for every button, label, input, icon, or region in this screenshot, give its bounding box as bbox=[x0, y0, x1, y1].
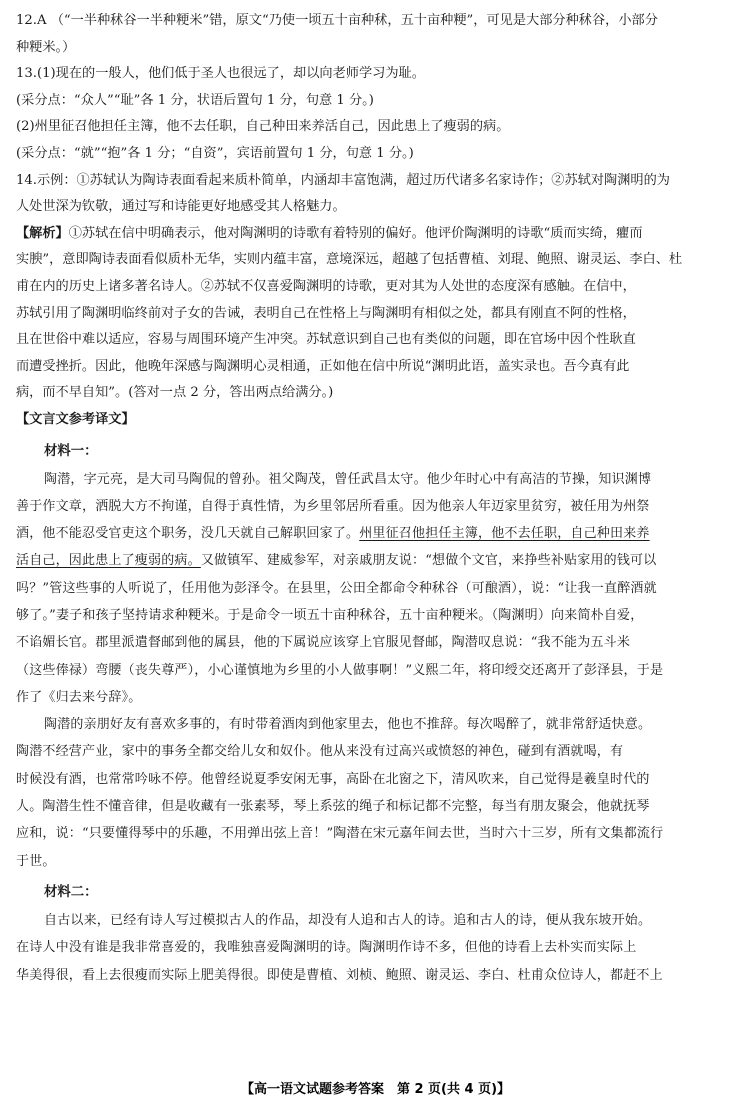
material-1-para2-line: 陶潜的亲朋好友有喜欢多事的，有时带着酒肉到他家里去，他也不推辞。每次喝醉了，就非常舒适快意。 bbox=[44, 717, 652, 733]
material-1-line bbox=[16, 547, 737, 574]
material-1-para2-line: 时候没有酒，也常常吟咏不停。他曾经说夏季安闲无事，高卧在北窗之下，清风吹来，自己觉得是羲皇时代的 bbox=[16, 771, 650, 787]
translation-heading: 【文言文参考译文】 bbox=[16, 411, 135, 427]
underlined-sentence: 活自己，因此患上了瘦弱的病。 bbox=[16, 553, 201, 569]
material-1-title: 材料一： bbox=[44, 442, 98, 459]
material-1-text: 又做镇军、建威参军，对亲戚朋友说：“想做个文官，来挣些补贴家用的钱可以 bbox=[200, 553, 657, 569]
q14-line-2: 人处世深为钦敬，通过写和诗能更好地感受其人格魅力。 bbox=[16, 199, 346, 215]
material-2-line: 在诗人中没有谁是我非常喜爱的，我唯独喜爱陶渊明的诗。陶渊明作诗不多，但他的诗看上去朴实而实际上 bbox=[16, 940, 637, 956]
material-1-text: 酒，他不能忍受官吏这个职务，没几天就自己解职回家了。 bbox=[16, 526, 360, 542]
q12-line-1: 12.A （“一半种秫谷一半种粳米”错，原文“乃使一顷五十亩种秫，五十亩种粳”，可见是大部分种秫谷，小部分 bbox=[16, 13, 658, 28]
material-1-line: 够了。”妻子和孩子坚持请求种粳米。于是命令一顷五十亩种秫谷，五十亩种粳米。（陶渊明）向来简朴自爱， bbox=[16, 607, 644, 623]
material-1-para2-line: 陶潜不经营产业，家中的事务全都交给儿女和奴仆。他从来没有过高兴或愤怒的神色，碰到有酒就喝，有 bbox=[16, 744, 624, 760]
material-1-para2-line: 于世。 bbox=[16, 853, 56, 869]
material-1-para2-line: 人。陶潜生性不懂音律，但是收藏有一张素琴，琴上系弦的绳子和标记都不完整，每当有朋友聚会，他就抚琴 bbox=[16, 799, 650, 815]
page-footer: 【高一语文试题参考答案 第 2 页(共 4 页)】 bbox=[240, 1082, 511, 1097]
material-2-line: 自古以来，已经有诗人写过模拟古人的作品，却没有人追和古人的诗。追和古人的诗，便从我东坡开始。 bbox=[44, 912, 652, 928]
q14-analysis-line: 甫在内的历史上诸多著名诗人。②苏轼不仅喜爱陶渊明的诗歌，更对其为人处世的态度深有感触。在信中， bbox=[16, 278, 636, 294]
q14-analysis-line: 而遭受挫折。因此，他晚年深感与陶渊明心灵相通，正如他在信中所说“渊明此语，盖实录也。吾今真有此 bbox=[16, 358, 630, 374]
material-1-line: 作了《归去来兮辞》。 bbox=[16, 689, 142, 705]
material-1-line: （这些俸禄）弯腰（丧失尊严），小心谨慎地为乡里的小人做事啊！”义熙二年，将印绶交还离开了彭泽县，于是 bbox=[16, 662, 664, 678]
q13-score-2: (采分点：“就”“抱”各 1 分；“自资”，宾语前置句 1 分，句意 1 分。) bbox=[16, 145, 414, 161]
q13-score-1: (采分点：“众人”“耻”各 1 分，状语后置句 1 分，句意 1 分。) bbox=[16, 92, 374, 108]
material-1-line: 陶潜，字元亮，是大司马陶侃的曾孙。祖父陶茂，曾任武昌太守。他少年时心中有高洁的节操，知识渊博 bbox=[44, 471, 652, 487]
q13-answer-1: 13.(1)现在的一般人，他们低于圣人也很远了，却以向老师学习为耻。 bbox=[16, 66, 425, 82]
analysis-text: ①苏轼在信中明确表示，他对陶渊明的诗歌有着特别的偏好。他评价陶渊明的诗歌“质而实绮，癯而 bbox=[68, 225, 643, 241]
analysis-label: 【解析】 bbox=[16, 225, 69, 241]
q14-line-1: 14.示例：①苏轼认为陶诗表面看起来质朴简单，内涵却丰富饱满，超过历代诸多名家诗作；②苏轼对陶渊明的为 bbox=[16, 172, 670, 188]
material-1-line: 吗？”管这些事的人听说了，任用他为彭泽令。在县里，公田全都命令种秫谷（可酿酒），说：“让我一直醉酒就 bbox=[16, 580, 657, 596]
q14-analysis-line-1 bbox=[16, 221, 737, 248]
material-1-line: 善于作文章，洒脱大方不拘谨，自得于真性情，为乡里邻居所看重。因为他亲人年迈家里贫穷，被任用为州祭 bbox=[16, 498, 650, 514]
q14-analysis-line: 苏轼引用了陶渊明临终前对子女的告诫，表明自己在性格上与陶渊明有相似之处，都具有刚直不阿的性格， bbox=[16, 305, 636, 321]
q14-analysis-line: 病，而不早自知”。(答对一点 2 分，答出两点给满分。) bbox=[16, 385, 334, 401]
q14-analysis-line: 且在世俗中难以适应，容易与周围环境产生冲突。苏轼意识到自己也有类似的问题，即在官场中因个性耿直 bbox=[16, 332, 636, 348]
q14-analysis-line: 实腴”，意即陶诗表面看似质朴无华，实则内蕴丰富，意境深远，超越了包括曹植、刘琨、鲍照、谢灵运、李白、杜 bbox=[16, 252, 683, 268]
material-2-line: 华美得很，看上去很瘦而实际上肥美得很。即使是曹植、刘桢、鲍照、谢灵运、李白、杜甫众位诗人，都赶不上 bbox=[16, 967, 663, 983]
material-1-line bbox=[16, 520, 737, 547]
underlined-sentence: 州里征召他担任主簿，他不去任职，自己种田来养 bbox=[359, 526, 650, 542]
q12-line-2: 种粳米。） bbox=[16, 39, 76, 55]
material-1-para2-line: 应和，说：“只要懂得琴中的乐趣，不用弹出弦上音！”陶潜在宋元嘉年间去世，当时六十三岁，所有文集都流行 bbox=[16, 826, 664, 842]
material-1-line: 不谄媚长官。郡里派遣督邮到他的属县，他的下属说应该穿上官服见督邮，陶潜叹息说：“我不能为五斗米 bbox=[16, 635, 631, 651]
material-2-title: 材料二： bbox=[44, 883, 98, 900]
q13-answer-2: (2)州里征召他担任主簿，他不去任职，自己种田来养活自己，因此患上了瘦弱的病。 bbox=[16, 119, 510, 135]
